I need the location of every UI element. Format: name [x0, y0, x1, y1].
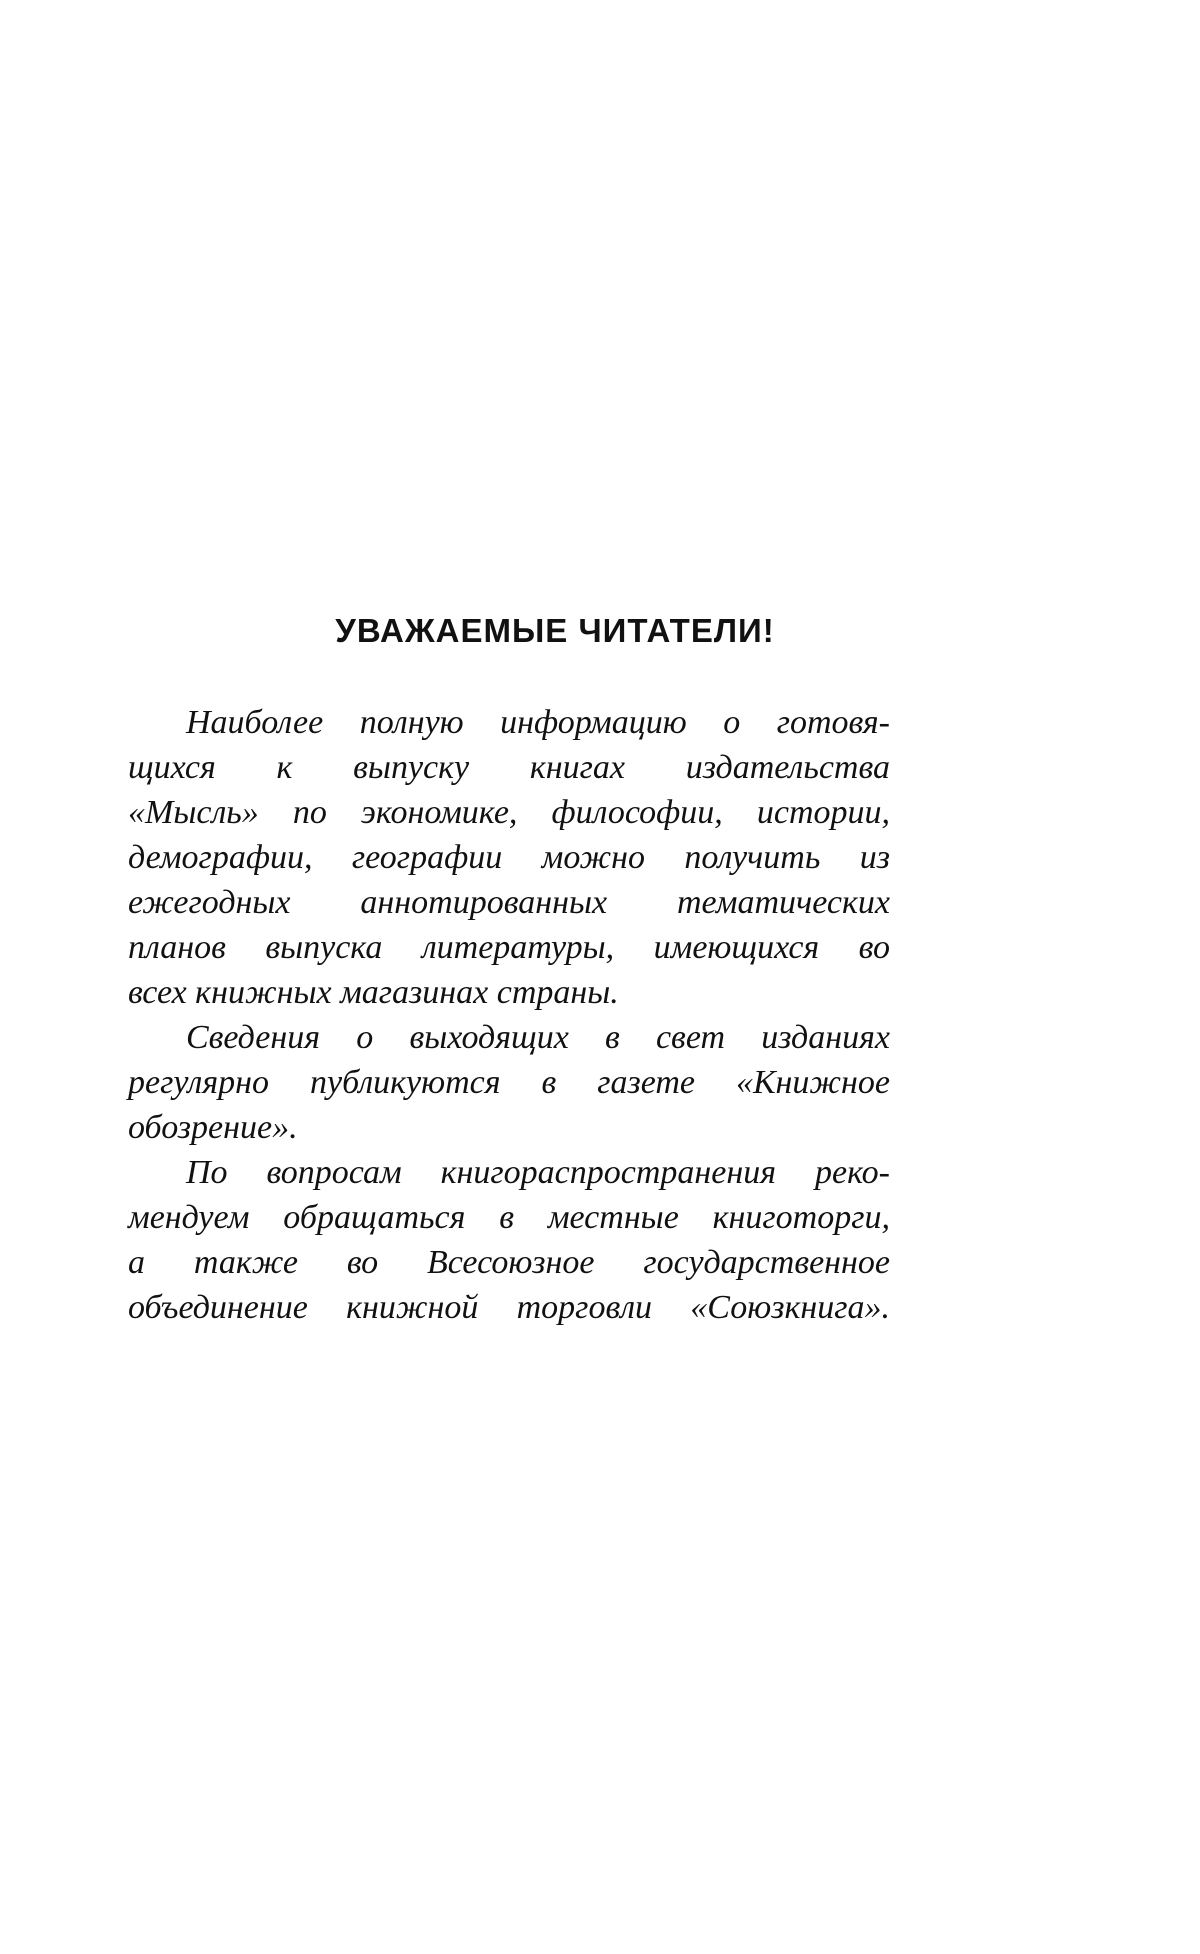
- text-line: демографии, географии можно получить из: [128, 839, 890, 876]
- text-line: щихся к выпуску книгах издательства: [128, 749, 890, 786]
- text-line: всех книжных магазинах страны.: [128, 974, 619, 1011]
- paragraph-newspaper-info: [128, 1015, 890, 1150]
- paragraph-distribution-info: [128, 1150, 890, 1330]
- notice-body: [128, 700, 890, 1330]
- text-line: Сведения о выходящих в свет изданиях: [186, 1019, 890, 1056]
- text-line: объединение книжной торговли «Союзкнига».: [128, 1289, 890, 1326]
- text-line: обозрение».: [128, 1109, 298, 1146]
- text-line: По вопросам книгораспространения реко-: [186, 1154, 890, 1191]
- text-line: ежегодных аннотированных тематических: [128, 884, 890, 921]
- text-line: мендуем обращаться в местные книготорги,: [128, 1199, 890, 1236]
- text-line: регулярно публикуются в газете «Книжное: [128, 1064, 890, 1101]
- page-title: УВАЖАЕМЫЕ ЧИТАТЕЛИ!: [335, 612, 775, 649]
- text-line: «Мысль» по экономике, философии, истории,: [128, 794, 890, 831]
- text-line: а также во Всесоюзное государственное: [128, 1244, 890, 1281]
- text-line: планов выпуска литературы, имеющихся во: [128, 929, 890, 966]
- text-line: Наиболее полную информацию о готовя-: [186, 704, 890, 741]
- paragraph-catalog-info: [128, 700, 890, 1015]
